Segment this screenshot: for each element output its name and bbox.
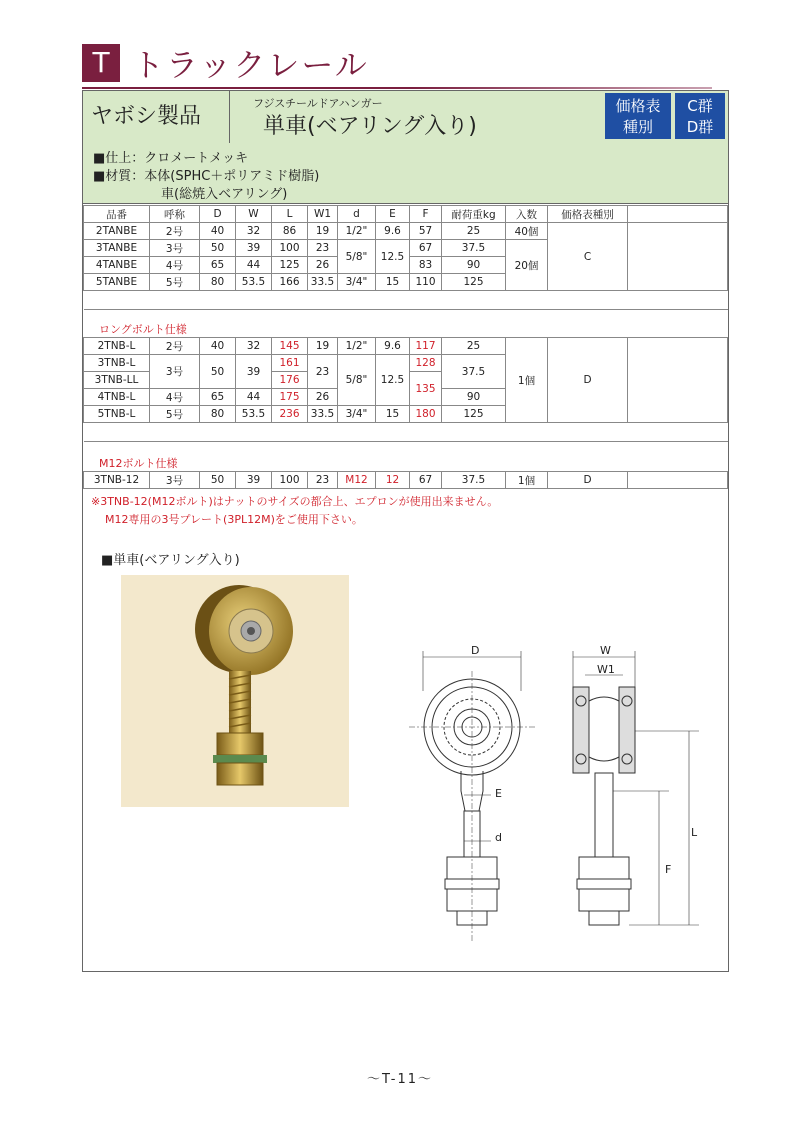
td-merged: 12.5: [376, 240, 410, 274]
td-merged: 12.5: [376, 355, 410, 406]
td: 65: [200, 257, 236, 274]
td: 67: [410, 472, 442, 489]
table-row: [84, 472, 728, 489]
td-merged: 5/8": [338, 355, 376, 406]
dim-label-f: F: [665, 863, 672, 876]
td: 44: [236, 389, 272, 406]
td: 5号: [150, 406, 200, 423]
td: 39: [236, 240, 272, 257]
hanger-photo-illustration: [121, 575, 349, 807]
note-2: M12専用の3号プレート(3PL12M)をご使用下さい。: [105, 513, 363, 526]
td: 5号: [150, 274, 200, 291]
section-long-bolt: ロングボルト仕様: [99, 323, 187, 336]
td: 32: [236, 223, 272, 240]
td: 3号: [150, 472, 200, 489]
th: 耐荷重kg: [442, 206, 506, 223]
td: 9.6: [376, 338, 410, 355]
th: E: [376, 206, 410, 223]
table-row: [84, 223, 728, 240]
td-red: 117: [410, 338, 442, 355]
td-red: 161: [272, 355, 308, 372]
td: 15: [376, 406, 410, 423]
td-merged: 23: [308, 355, 338, 389]
td: 1/2": [338, 338, 376, 355]
price-type-label: [605, 93, 671, 139]
td-empty: [628, 223, 728, 291]
note-1: ※3TNB-12(M12ボルト)はナットのサイズの都合上、エプロンが使用出来ません。: [91, 495, 499, 508]
td: 25: [442, 338, 506, 355]
td: 15: [376, 274, 410, 291]
th: L: [272, 206, 308, 223]
td: 40: [200, 223, 236, 240]
price-type-cell: D: [548, 338, 628, 423]
td: 26: [308, 257, 338, 274]
td: 57: [410, 223, 442, 240]
th: D: [200, 206, 236, 223]
td-red: 175: [272, 389, 308, 406]
td: 2TNB-L: [84, 338, 150, 355]
td: 2号: [150, 223, 200, 240]
td: 4号: [150, 257, 200, 274]
th-empty: [628, 206, 728, 223]
dim-label-w: W: [600, 644, 611, 657]
td: 4号: [150, 389, 200, 406]
td: 4TNB-L: [84, 389, 150, 406]
td-merged: 37.5: [442, 355, 506, 389]
td: 1個: [506, 472, 548, 489]
td: 4TANBE: [84, 257, 150, 274]
td-red: 12: [376, 472, 410, 489]
td-red: 128: [410, 355, 442, 372]
product-box: [82, 90, 729, 972]
td: 33.5: [308, 406, 338, 423]
td-merged: 39: [236, 355, 272, 389]
td: 23: [308, 240, 338, 257]
section-letter: T: [82, 44, 120, 82]
td-merged: 20個: [506, 240, 548, 291]
td: 37.5: [442, 472, 506, 489]
td: 44: [236, 257, 272, 274]
td: 19: [308, 223, 338, 240]
price-label-2: 種別: [622, 118, 653, 136]
td-merged: 50: [200, 355, 236, 389]
td: 40個: [506, 223, 548, 240]
td: 90: [442, 389, 506, 406]
td: 3/4": [338, 406, 376, 423]
title-bar: [83, 91, 728, 144]
spacer-row: [84, 291, 728, 310]
group-d: D群: [686, 118, 714, 136]
spacer: [84, 291, 728, 310]
section-m12-bolt: M12ボルト仕様: [99, 457, 178, 470]
td-empty: [628, 472, 728, 489]
price-type-cell: C: [548, 223, 628, 291]
td-red-merged: 135: [410, 372, 442, 406]
td: 5TNB-L: [84, 406, 150, 423]
td: 166: [272, 274, 308, 291]
td-red: 180: [410, 406, 442, 423]
td: 80: [200, 406, 236, 423]
dim-label-d-diameter: D: [471, 644, 480, 657]
th: W: [236, 206, 272, 223]
td: 3/4": [338, 274, 376, 291]
td: 3TNB-LL: [84, 372, 150, 389]
td: 1/2": [338, 223, 376, 240]
th: W1: [308, 206, 338, 223]
spec-material-wheel: 車(総焼入ベアリング): [161, 187, 288, 202]
td: 65: [200, 389, 236, 406]
td: 26: [308, 389, 338, 406]
section-title: トラックレール: [132, 46, 369, 84]
spacer: [84, 423, 728, 442]
page-number: ～T-11～: [367, 1072, 433, 1087]
td: 9.6: [376, 223, 410, 240]
dim-label-l: L: [691, 826, 698, 839]
td-merged: 1個: [506, 338, 548, 423]
group-c: C群: [687, 97, 713, 115]
td-merged: 3号: [150, 355, 200, 389]
td: 110: [410, 274, 442, 291]
td: 100: [272, 472, 308, 489]
spec-finish: ■仕上：クロメートメッキ: [93, 151, 249, 166]
th: 入数: [506, 206, 548, 223]
dim-label-e: E: [495, 787, 502, 800]
th: F: [410, 206, 442, 223]
td: 2号: [150, 338, 200, 355]
table-m12: [83, 471, 728, 489]
figure-caption: ■単車(ベアリング入り): [101, 553, 240, 568]
td: 19: [308, 338, 338, 355]
product-name: 単車(ベアリング入り): [263, 114, 477, 139]
product-photo: [121, 575, 349, 807]
th: 品番: [84, 206, 150, 223]
td: 32: [236, 338, 272, 355]
table-long-bolt: [83, 337, 728, 442]
td: 40: [200, 338, 236, 355]
divider: [229, 91, 230, 143]
table-row: [84, 338, 728, 355]
td: 5TANBE: [84, 274, 150, 291]
td: 50: [200, 240, 236, 257]
th: d: [338, 206, 376, 223]
td: 23: [308, 472, 338, 489]
td: 67: [410, 240, 442, 257]
td: 53.5: [236, 274, 272, 291]
dim-label-d-bolt: d: [495, 831, 502, 844]
dim-label-w1: W1: [597, 663, 615, 676]
td: 125: [442, 406, 506, 423]
td: 33.5: [308, 274, 338, 291]
td: 37.5: [442, 240, 506, 257]
td-merged: 5/8": [338, 240, 376, 274]
spacer-row: [84, 423, 728, 442]
technical-drawing: [409, 631, 727, 961]
td: 3TANBE: [84, 240, 150, 257]
td: 53.5: [236, 406, 272, 423]
product-subtitle: フジスチールドアハンガー: [253, 97, 383, 110]
td: 3TNB-12: [84, 472, 150, 489]
td: 83: [410, 257, 442, 274]
th: 呼称: [150, 206, 200, 223]
header-rule: [82, 87, 412, 89]
td: 90: [442, 257, 506, 274]
td-red: 236: [272, 406, 308, 423]
td: 125: [442, 274, 506, 291]
spec-material: ■材質：本体(SPHC＋ポリアミド樹脂): [93, 169, 320, 184]
td: 50: [200, 472, 236, 489]
td: 80: [200, 274, 236, 291]
td: 86: [272, 223, 308, 240]
maker-name: ヤボシ製品: [91, 104, 202, 129]
td: 25: [442, 223, 506, 240]
td: 125: [272, 257, 308, 274]
price-groups: [675, 93, 725, 139]
td: 3号: [150, 240, 200, 257]
table-header-row: [84, 206, 728, 223]
td: 2TANBE: [84, 223, 150, 240]
price-label-1: 価格表: [615, 97, 661, 115]
th: 価格表種別: [548, 206, 628, 223]
page-header: [82, 40, 702, 90]
td-red: 145: [272, 338, 308, 355]
price-type-cell: D: [548, 472, 628, 489]
td: 3TNB-L: [84, 355, 150, 372]
table-standard: [83, 205, 728, 310]
spec-block: [83, 143, 728, 204]
td-empty: [628, 338, 728, 423]
td-red: M12: [338, 472, 376, 489]
header-rule-fade: [412, 87, 712, 89]
td: 100: [272, 240, 308, 257]
td-red: 176: [272, 372, 308, 389]
td: 39: [236, 472, 272, 489]
